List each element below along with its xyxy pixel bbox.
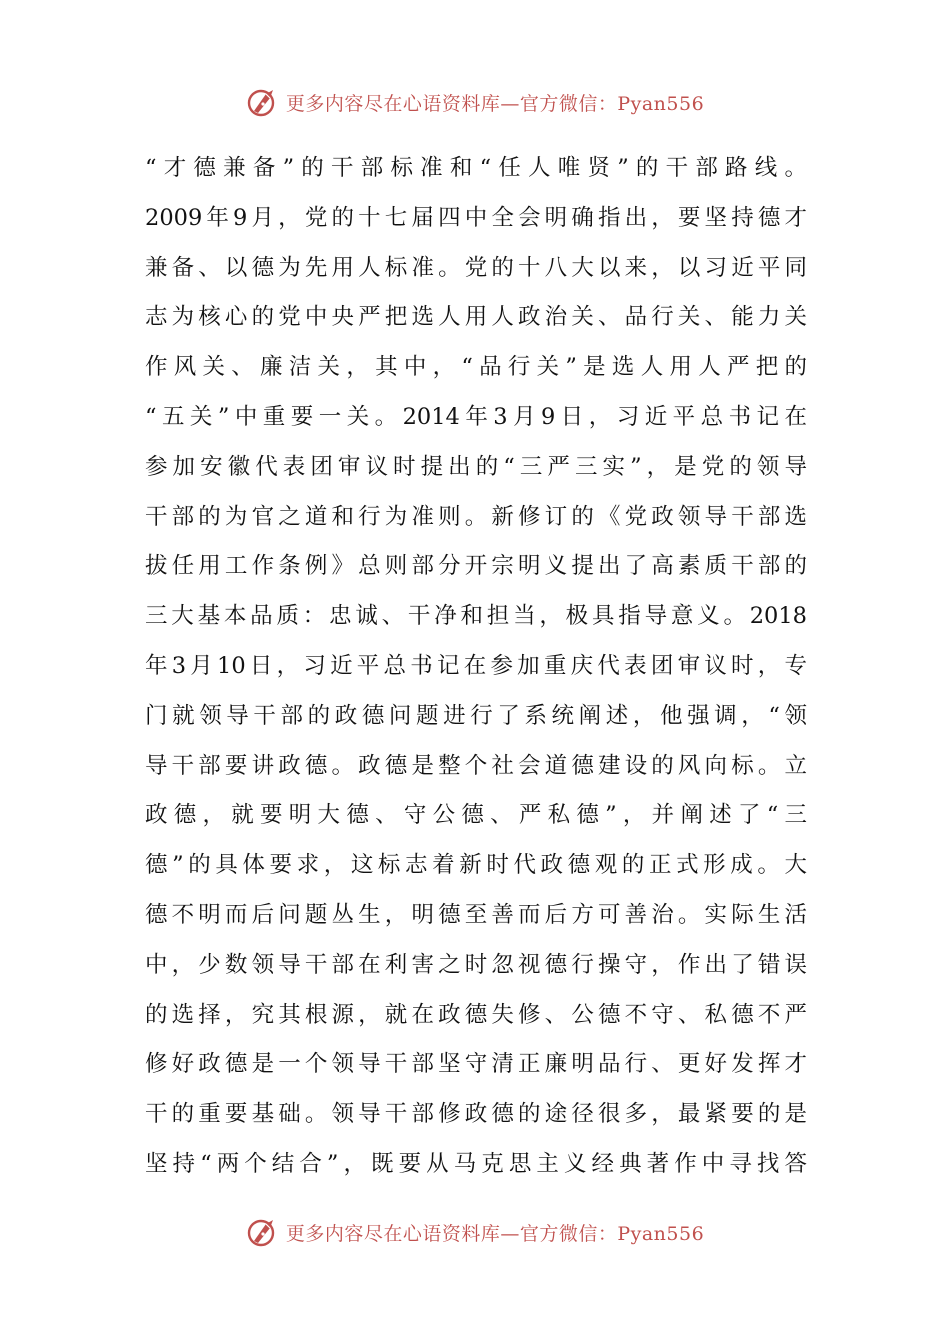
- page-footer-banner: [0, 1212, 950, 1252]
- body-line: 作风关、廉洁关，其中，“品行关”是选人用人严把的: [145, 354, 807, 381]
- body-line: 干部的为官之道和行为准则。新修订的《党政领导干部选: [145, 503, 807, 530]
- body-line: 志为核心的党中央严把选人用人政治关、品行关、能力关: [145, 304, 807, 331]
- body-line: 中，少数领导干部在利害之时忽视德行操守，作出了错误: [145, 951, 807, 978]
- body-line: 德”的具体要求，这标志着新时代政德观的正式形成。大: [145, 852, 807, 879]
- body-line: 拔任用工作条例》总则部分开宗明义提出了高素质干部的: [145, 553, 807, 580]
- body-line: 干的重要基础。领导干部修政德的途径很多，最紧要的是: [145, 1101, 807, 1128]
- body-line: 参加安徽代表团审议时提出的“三严三实”，是党的领导: [145, 453, 807, 480]
- body-line: 2009年9月，党的十七届四中全会明确指出，要坚持德才: [145, 204, 807, 231]
- body-line: 的选择，究其根源，就在政德失修、公德不守、私德不严: [145, 1001, 807, 1028]
- body-line: 三大基本品质：忠诚、干净和担当，极具指导意义。2018: [145, 603, 807, 630]
- body-line: “才德兼备”的干部标准和“任人唯贤”的干部路线。: [145, 155, 807, 181]
- body-line: 坚持“两个结合”，既要从马克思主义经典著作中寻找答: [145, 1150, 807, 1177]
- body-line: 导干部要讲政德。政德是整个社会道德建设的风向标。立: [145, 752, 807, 779]
- header-watermark: [246, 85, 704, 119]
- header-watermark-text: 更多内容尽在心语资料库—官方微信：Pyan556: [285, 92, 705, 115]
- pen-nib-circle-icon: [246, 85, 280, 119]
- body-line: “五关”中重要一关。2014年3月9日，习近平总书记在: [145, 403, 807, 430]
- body-line: 兼备、以德为先用人标准。党的十八大以来，以习近平同: [145, 254, 807, 281]
- footer-watermark: [246, 1215, 704, 1249]
- body-line: 政德，就要明大德、守公德、严私德”，并阐述了“三: [145, 802, 807, 829]
- document-body: [145, 144, 807, 1190]
- pen-nib-circle-icon: [246, 1215, 280, 1249]
- body-line: 德不明而后问题丛生，明德至善而后方可善治。实际生活: [145, 901, 807, 928]
- body-line: 修好政德是一个领导干部坚守清正廉明品行、更好发挥才: [145, 1051, 807, 1078]
- body-line: 年3月10日，习近平总书记在参加重庆代表团审议时，专: [145, 652, 807, 679]
- footer-watermark-text: 更多内容尽在心语资料库—官方微信：Pyan556: [285, 1222, 705, 1245]
- page-header-banner: [0, 82, 950, 122]
- body-line: 门就领导干部的政德问题进行了系统阐述，他强调，“领: [145, 702, 807, 729]
